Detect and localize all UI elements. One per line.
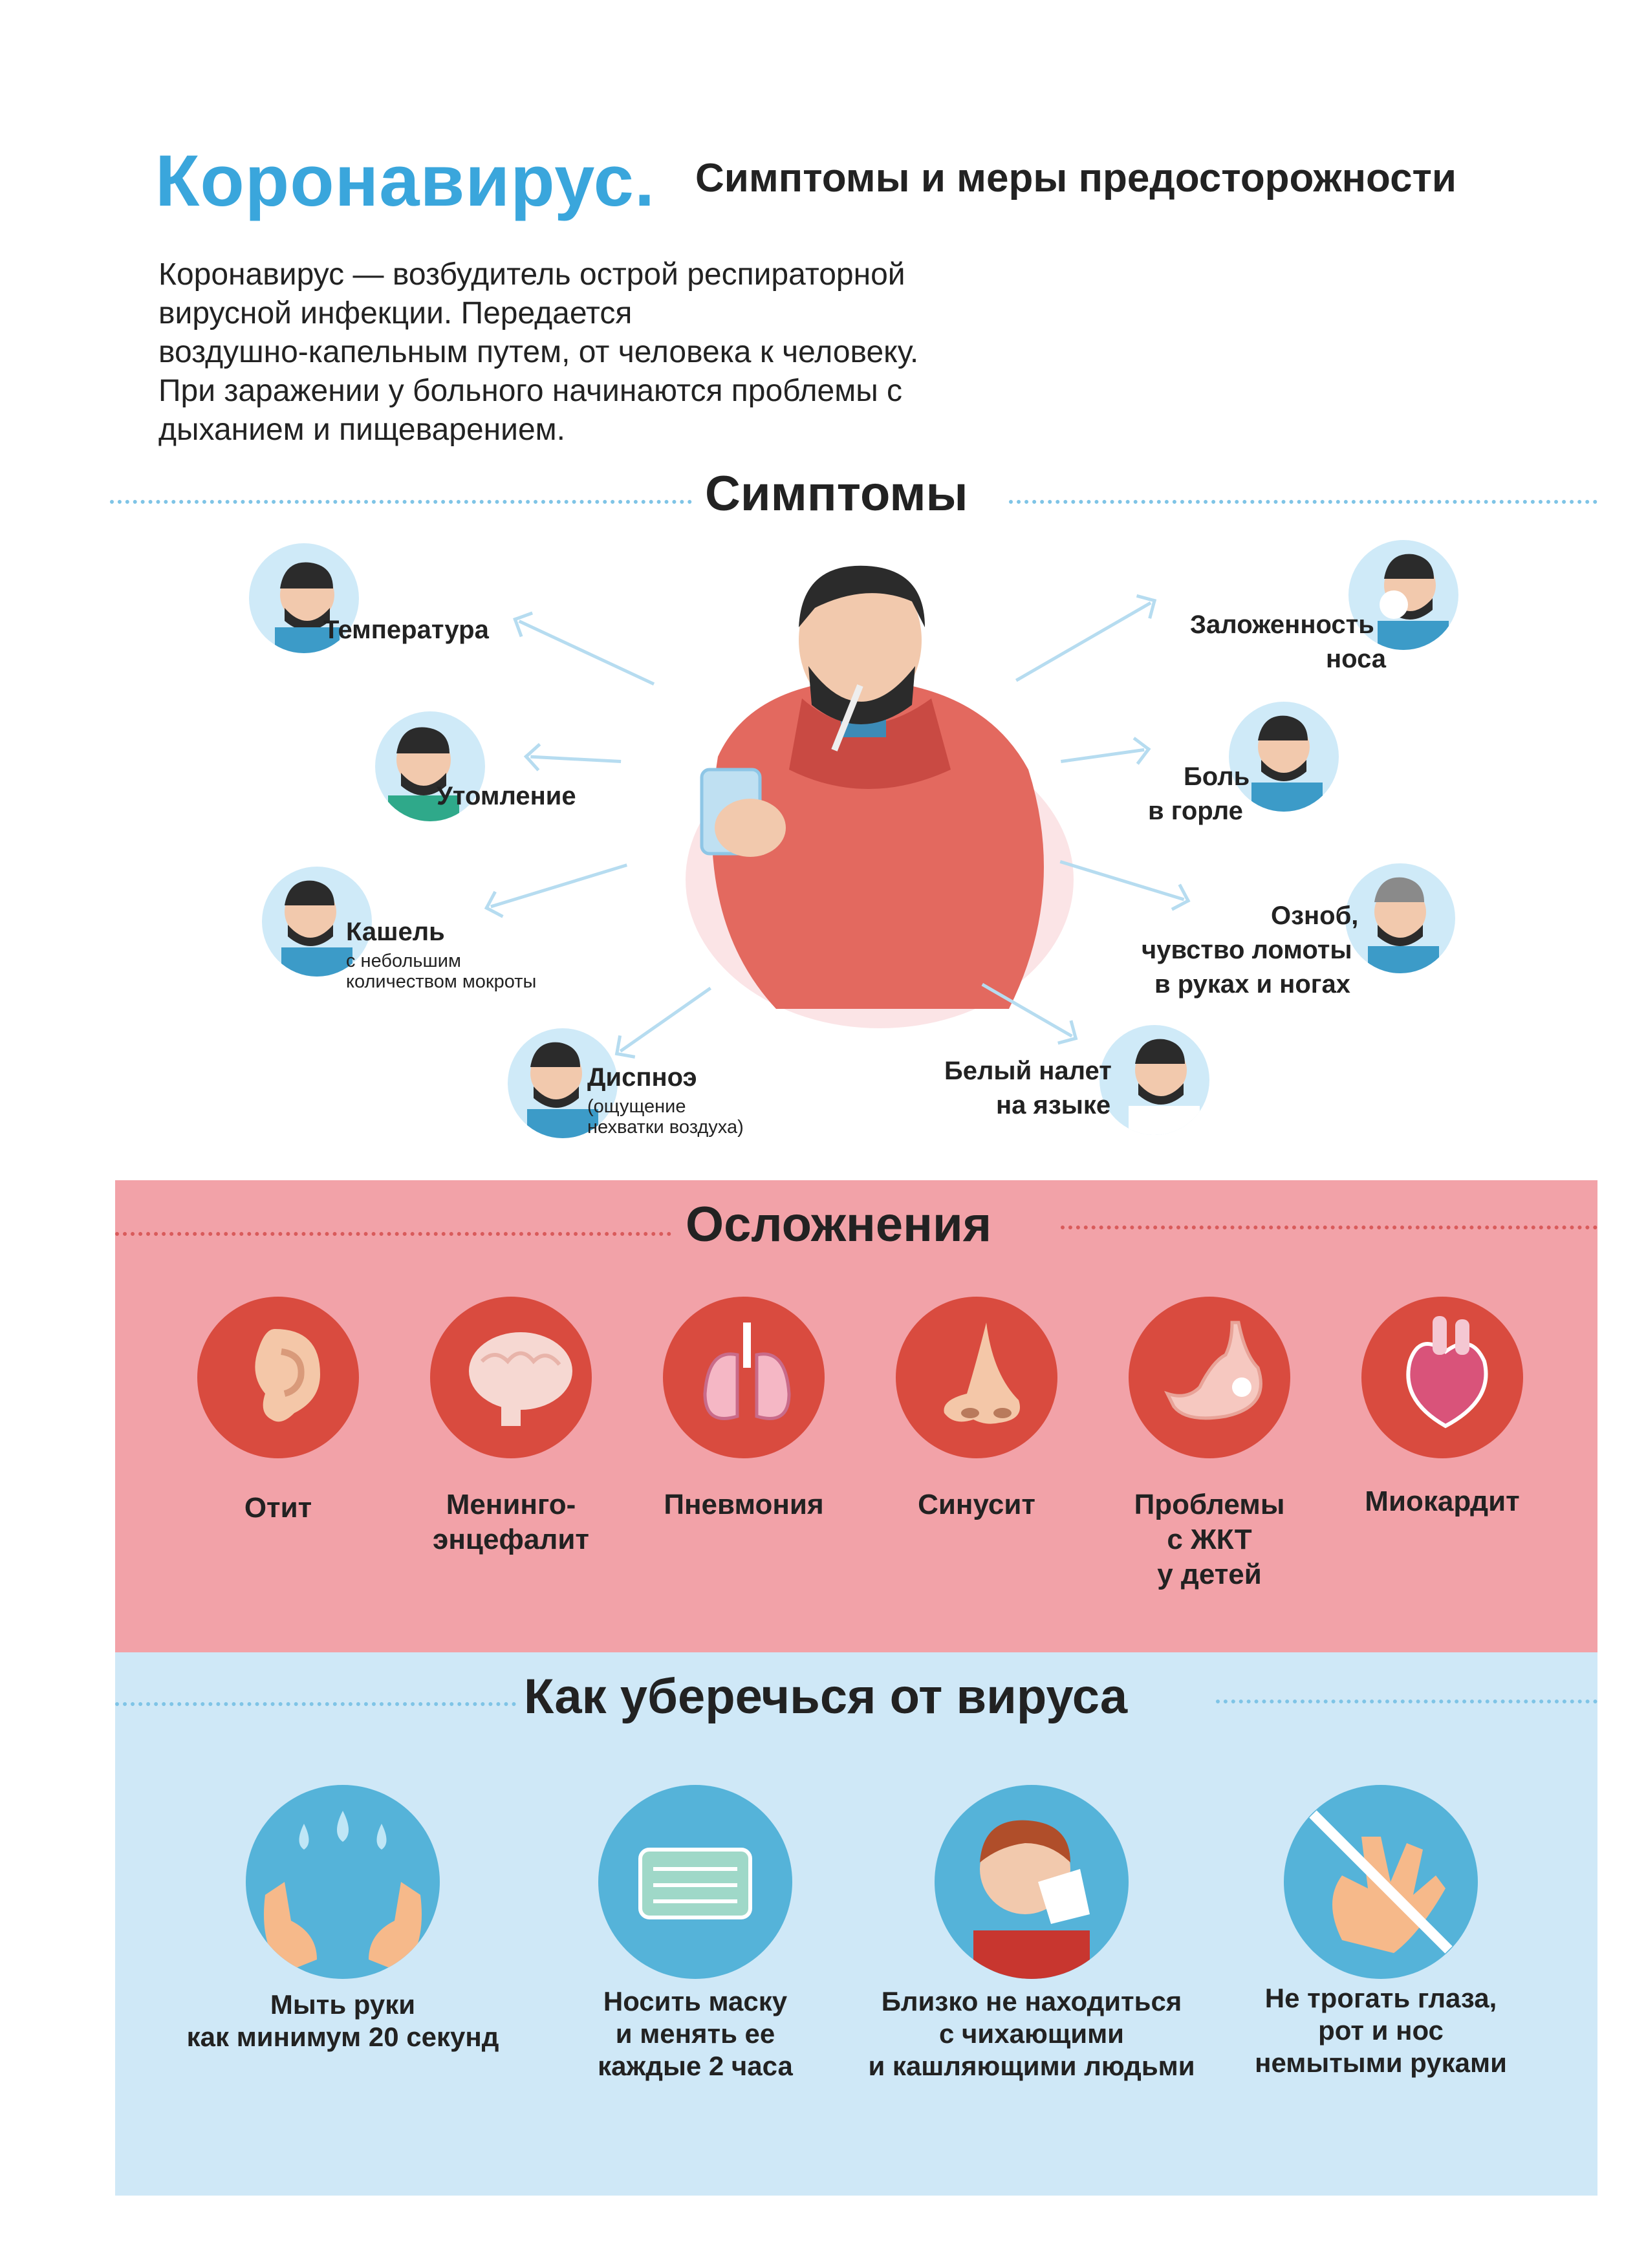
stomach-svg	[1129, 1297, 1290, 1458]
tongue-person-icon	[1099, 1025, 1209, 1135]
arrow	[530, 755, 621, 763]
divider	[1216, 1700, 1597, 1703]
avatar-svg	[1099, 1025, 1209, 1135]
intro-line: Коронавирус — возбудитель острой респираторной	[158, 257, 905, 292]
divider	[1009, 500, 1597, 504]
complications-heading: Осложнения	[686, 1197, 992, 1252]
symptom-sublabel: количеством мокроты	[346, 971, 537, 992]
prevention-label: рот и нос	[1318, 2015, 1444, 2046]
sore-throat-person-icon	[1229, 702, 1339, 812]
sick-man-illustration	[647, 556, 1087, 1048]
avatar-svg	[1229, 702, 1339, 812]
arrow	[490, 863, 627, 908]
symptom-label: чувство ломоты	[1142, 936, 1352, 964]
prevention-heading: Как уберечься от вируса	[524, 1669, 1128, 1724]
complication-label: Пневмония	[664, 1489, 824, 1520]
symptoms-heading: Симптомы	[705, 466, 968, 521]
nose-svg	[896, 1297, 1057, 1458]
wash-hands-svg	[246, 1785, 440, 1979]
prevention-label: и кашляющими людьми	[868, 2051, 1195, 2081]
complication-label: Синусит	[918, 1489, 1035, 1520]
mask-icon	[598, 1785, 792, 1979]
complication-label: Менинго-	[446, 1489, 576, 1520]
ear-svg	[197, 1297, 359, 1458]
complication-label: с ЖКТ	[1167, 1524, 1252, 1555]
divider	[110, 500, 692, 504]
prevention-label: немытыми руками	[1255, 2047, 1507, 2078]
divider	[1061, 1226, 1597, 1229]
symptom-label: в руках и ногах	[1154, 970, 1350, 999]
symptom-label: Утомление	[437, 782, 576, 810]
sneezing-svg	[935, 1785, 1129, 1979]
no-touch-hand-icon	[1284, 1785, 1478, 1979]
hand	[715, 799, 786, 857]
complication-label: Проблемы	[1134, 1489, 1285, 1520]
nose-icon	[896, 1297, 1057, 1458]
ear-icon	[197, 1297, 359, 1458]
prevention-label: и менять ее	[615, 2018, 775, 2049]
complication-label: Миокардит	[1365, 1485, 1520, 1517]
prevention-label: Мыть руки	[270, 1989, 416, 2020]
symptom-label: Белый налет	[944, 1057, 1112, 1085]
symptom-label: Озноб,	[1271, 902, 1359, 930]
brain-icon	[430, 1297, 592, 1458]
symptom-label: Температура	[323, 616, 489, 644]
complication-label: энцефалит	[433, 1524, 589, 1555]
mask-svg	[598, 1785, 792, 1979]
prevention-label: Не трогать глаза,	[1264, 1983, 1497, 2013]
prevention-label: каждые 2 часа	[598, 2051, 793, 2081]
complication-label: у детей	[1157, 1559, 1262, 1590]
heart-svg	[1361, 1297, 1523, 1458]
intro-line: вирусной инфекции. Передается	[158, 296, 633, 330]
sneezing-person-icon	[935, 1785, 1129, 1979]
heart-icon	[1361, 1297, 1523, 1458]
avatar-svg	[1345, 863, 1455, 973]
symptom-label: в горле	[1148, 797, 1243, 825]
symptom-label: Заложенность	[1190, 610, 1374, 639]
brain-svg	[430, 1297, 592, 1458]
no-touch-svg	[1284, 1785, 1478, 1979]
wash-hands-icon	[246, 1785, 440, 1979]
stomach-icon	[1129, 1297, 1290, 1458]
prevention-label: Носить маску	[603, 1986, 788, 2016]
prevention-label: Близко не находиться	[881, 1986, 1182, 2016]
symptom-label: Кашель	[346, 918, 445, 946]
arrow	[519, 620, 655, 686]
lungs-icon	[663, 1297, 825, 1458]
symptom-label: Диспноэ	[587, 1063, 697, 1092]
divider	[115, 1702, 516, 1706]
prevention-label: как минимум 20 секунд	[186, 2022, 499, 2052]
symptom-label: носа	[1326, 645, 1387, 673]
prevention-label: с чихающими	[939, 2018, 1124, 2049]
intro-line: воздушно-капельным путем, от человека к человеку.	[158, 335, 919, 369]
complication-label: Отит	[244, 1492, 312, 1524]
chills-person-icon	[1345, 863, 1455, 973]
symptom-label: на языке	[996, 1091, 1111, 1119]
symptom-sublabel: с небольшим	[346, 951, 461, 971]
symptom-sublabel: нехватки воздуха)	[587, 1117, 744, 1138]
intro-line: При заражении у больного начинаются проблемы с	[158, 374, 903, 408]
lungs-svg	[663, 1297, 825, 1458]
symptom-label: Боль	[1184, 762, 1250, 791]
page-title: Коронавирус.	[155, 140, 656, 221]
intro-line: дыханием и пищеварением.	[158, 413, 566, 447]
symptom-sublabel: (ощущение	[587, 1096, 686, 1117]
divider	[115, 1232, 671, 1236]
page-subtitle: Симптомы и меры предосторожности	[695, 156, 1457, 200]
